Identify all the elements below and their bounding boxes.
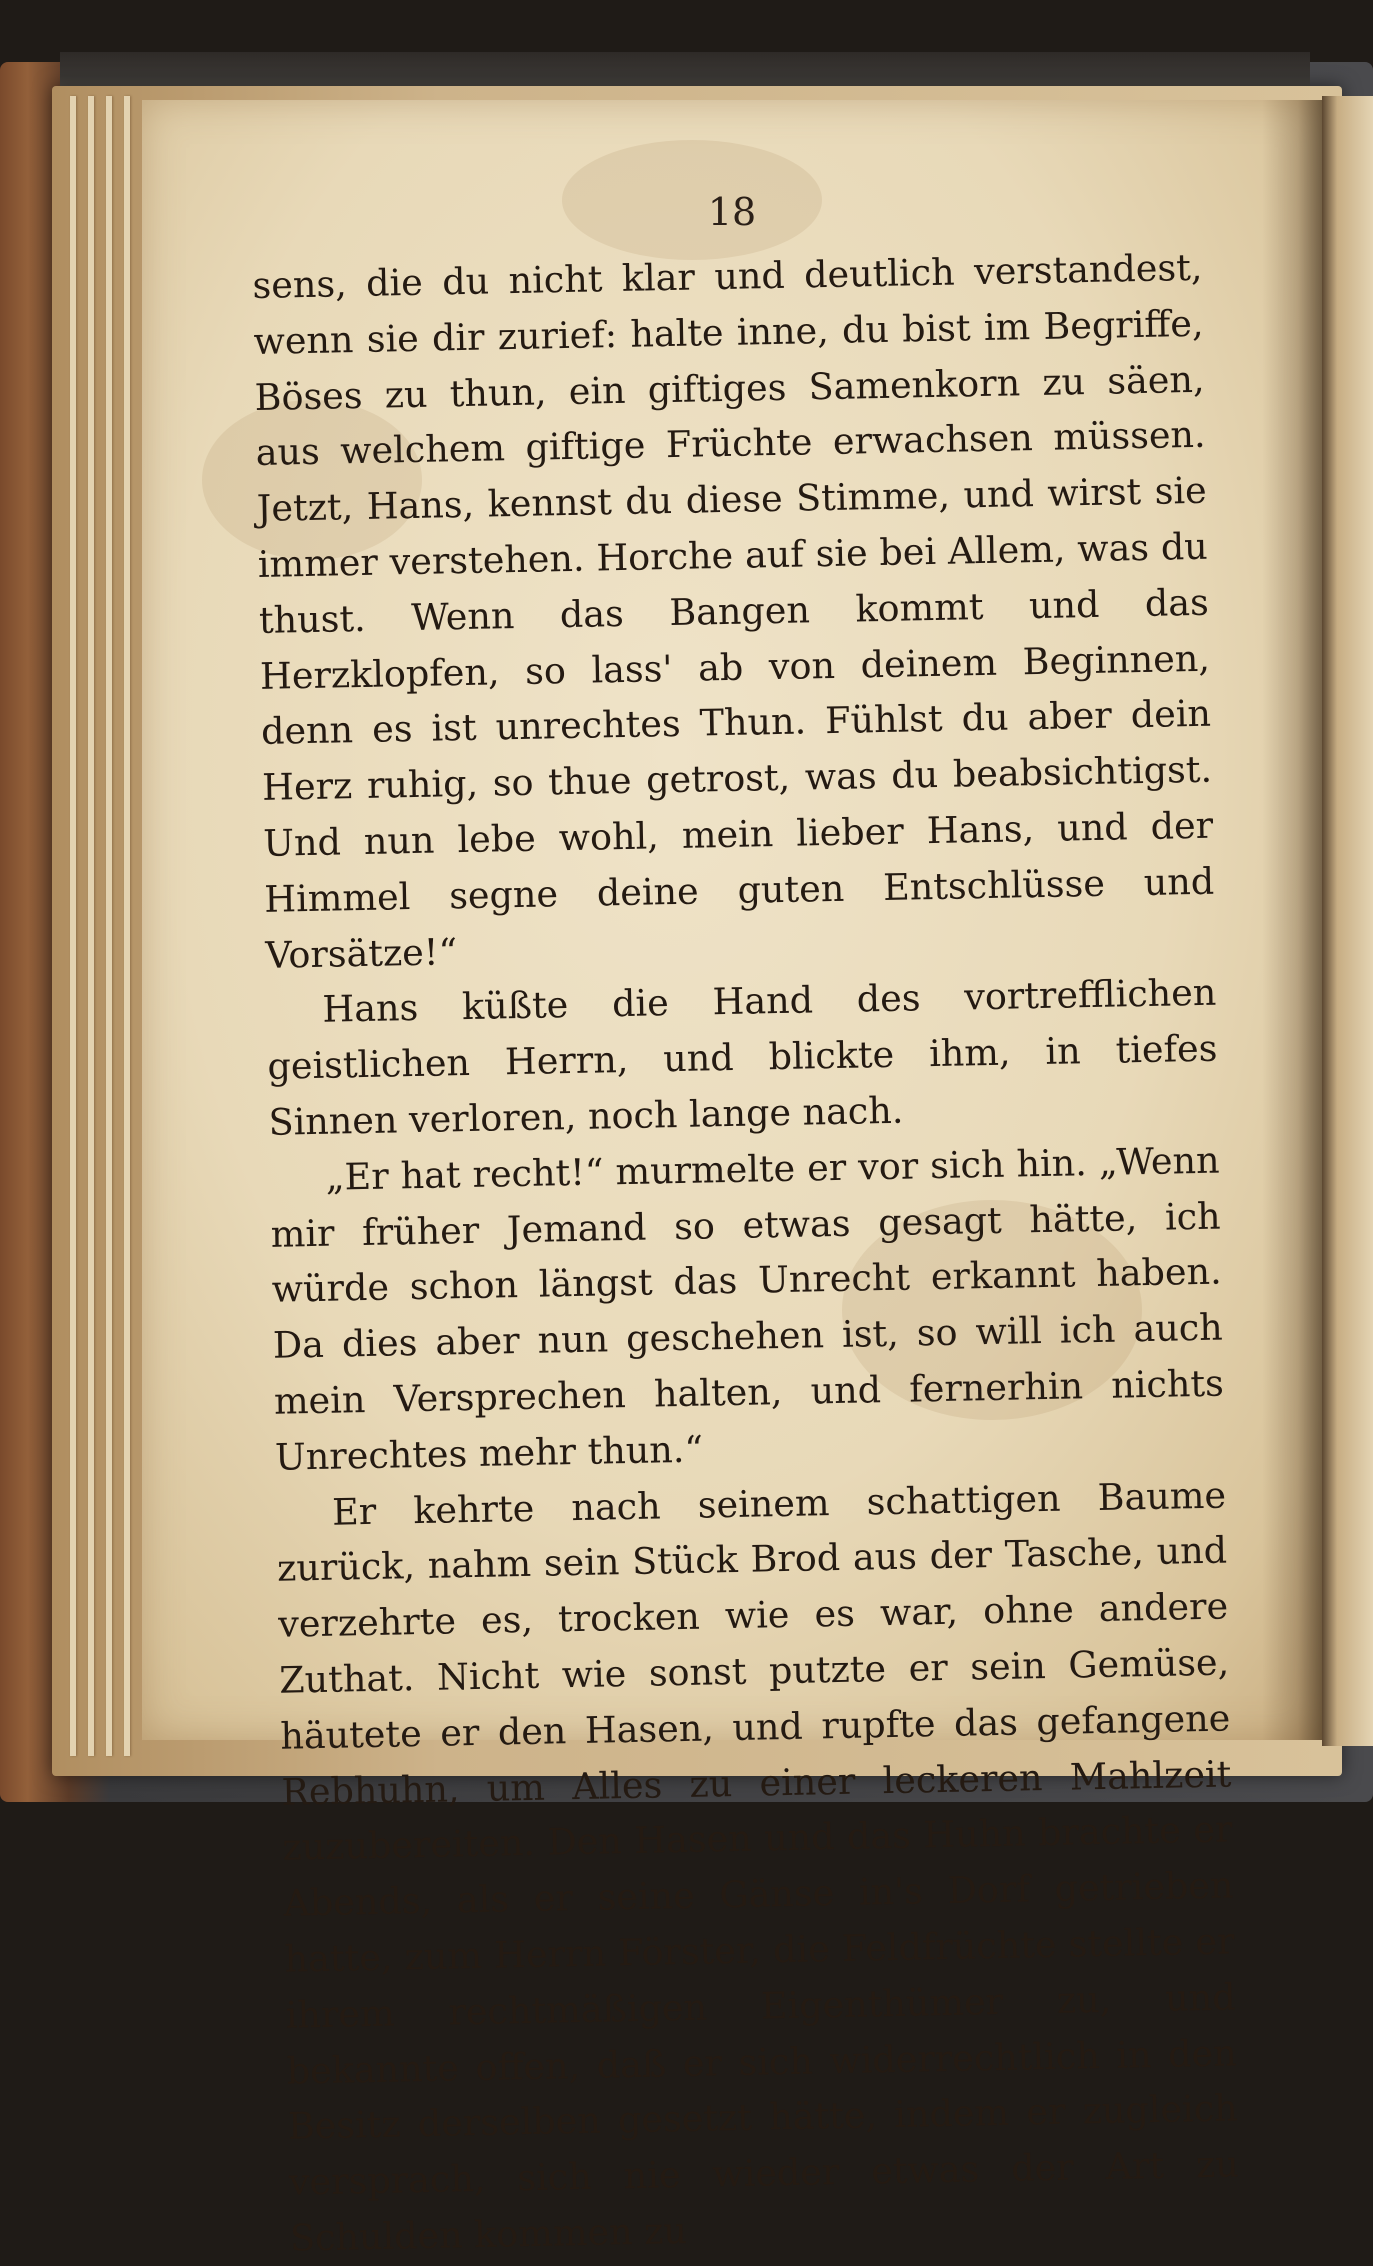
facing-page-edge [1322, 96, 1373, 1746]
paragraph: Hans küßte die Hand des vortrefflichen geistlichen Herrn, und blickte ihm, in tiefes Sinnen verloren, noch lange nach. [267, 970, 1218, 1144]
page-text [252, 240, 1240, 2266]
paragraph: „Er hat recht!“ murmelte er vor sich hin. „Wenn mir früher Jemand so etwas gesagt hätte, ich würde schon längst das Unrecht erkannt haben. Da dies aber nun geschehen ist, so will ich auch mein Versprechen halten, und fernerhin nichts Unrechtes mehr thun.“ [270, 1138, 1225, 1479]
book-page [142, 100, 1322, 2260]
paragraph: sens, die du nicht klar und deutlich verstandest, wenn sie dir zurief: halte inne, du bist im Begriffe, Böses zu thun, ein giftiges Samenkorn zu säen, aus welchem giftige Früchte erwachsen müssen. Jetzt, Hans, kennst du diese Stimme, und wirst sie immer verstehen. Horche auf sie bei Allem, was du thust. Wenn das Bangen kommt und das Herzklopfen, so lass' ab von deinem Beginnen, denn es ist unrechtes Thun. Fühlst du aber dein Herz ruhig, so thue getrost, was du beabsichtigst. Und nun lebe wohl, mein lieber Hans, und der Himmel segne deine guten Entschlüsse und Vorsätze!“ [252, 245, 1215, 977]
paragraph: Er kehrte nach seinem schattigen Baume zurück, nahm sein Stück Brod aus der Tasche, und verzehrte es, trocken wie es war, ohne andere Zuthat. Nicht wie sonst putzte er sein Gemüse, häutete er den Hasen, und rupfte das gefangene Rebhuhn, um Alles zu einer leckeren Mahlzeit zuzubereiten. Den Hasen und das Huhn brachte er Abends, als er seine Gänse in's Dorf getrieben hatte, zum Herrn Förster, die Feldfrüchte stellte er ihrem rechtmäßigen Eigenthümer zu, und bekannte offen, daß er sich widerrechtlich in den Besitz derselben gesetzt hätte, indem er zugleich versprach, sich nie wieder etwas der Art zu Schulden kommen zu [276, 1473, 1240, 2260]
page-number: 18 [707, 190, 757, 234]
gutter-shadow [1262, 100, 1322, 1740]
page-edge [124, 96, 130, 1756]
page-edge [106, 96, 112, 1756]
page-edge [88, 96, 94, 1756]
page-edge [70, 96, 76, 1756]
